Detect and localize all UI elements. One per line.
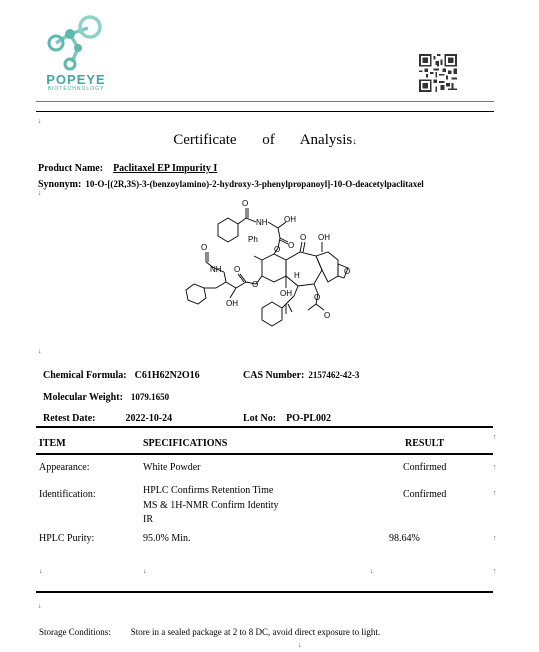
company-subtitle: BIOTECHNOLOGY xyxy=(47,86,105,92)
cell-end-mark: ↓ xyxy=(143,568,147,575)
cell-end-mark: ↑ xyxy=(493,464,497,471)
atom-label: O xyxy=(252,280,259,289)
header-divider xyxy=(36,101,494,102)
cell-end-mark: ↓ xyxy=(370,568,374,575)
table-top-rule xyxy=(36,426,493,428)
paragraph-mark: ↓ xyxy=(38,603,42,610)
chemical-formula-row xyxy=(43,365,200,383)
paragraph-mark: ↓ xyxy=(38,348,42,355)
atom-label: O xyxy=(274,245,281,254)
atom-label: O xyxy=(242,199,249,208)
atom-label: H xyxy=(294,271,300,280)
table-cell-result: Confirmed xyxy=(403,489,447,500)
lot-number-label: Lot No: xyxy=(243,413,277,424)
atom-label: OH xyxy=(280,289,292,298)
atom-label: NH xyxy=(256,218,268,227)
cell-end-mark: ↑ xyxy=(493,568,497,575)
table-cell-item: HPLC Purity: xyxy=(39,533,95,544)
atom-label: Ph xyxy=(248,235,258,244)
product-name-value: Paclitaxel EP Impurity I xyxy=(113,163,218,174)
retest-date-row xyxy=(43,408,172,426)
header-divider-bottom xyxy=(36,111,494,112)
table-cell-result: 98.64% xyxy=(389,533,420,544)
document-title: Certificate of Analysis↓ xyxy=(173,132,357,148)
table-cell-spec: White Powder xyxy=(143,462,201,473)
retest-date-value: 2022-10-24 xyxy=(125,413,173,424)
atom-label: OH xyxy=(284,215,296,224)
atom-label: O xyxy=(300,233,307,242)
storage-value: Store in a sealed package at 2 to 8 DC, avoid direct exposure to light. xyxy=(130,627,381,637)
atom-label: O xyxy=(344,267,351,276)
molecular-weight-row xyxy=(43,387,169,405)
atom-label: O xyxy=(288,241,295,250)
column-header-result: RESULT xyxy=(405,438,445,449)
storage-row xyxy=(39,622,380,640)
column-header-item: ITEM xyxy=(39,438,66,449)
chemical-formula-label: Chemical Formula: xyxy=(43,370,127,381)
company-name: POPEYE xyxy=(46,72,106,87)
atom-label: O xyxy=(324,311,331,320)
cell-end-mark: ↑ xyxy=(493,490,497,497)
table-cell-item: Appearance: xyxy=(39,462,90,473)
product-name-label: Product Name: xyxy=(38,163,104,174)
lot-number-value: PO-PL002 xyxy=(286,413,332,424)
qr-code-icon xyxy=(419,54,457,92)
storage-label: Storage Conditions: xyxy=(39,627,111,637)
table-header-rule xyxy=(36,453,493,455)
table-bottom-rule xyxy=(36,591,493,593)
atom-label: O xyxy=(234,265,241,274)
lot-number-row xyxy=(243,408,331,426)
column-header-specifications: SPECIFICATIONS xyxy=(143,438,228,449)
synonym-label: Synonym: xyxy=(38,179,82,190)
cell-end-mark: ↑ xyxy=(493,535,497,542)
synonym-row xyxy=(38,174,424,192)
atom-label: O xyxy=(201,243,208,252)
cas-number-label: CAS Number: xyxy=(243,370,305,381)
retest-date-label: Retest Date: xyxy=(43,413,96,424)
chemical-structure xyxy=(182,194,360,342)
table-cell-result: Confirmed xyxy=(403,462,447,473)
table-cell-spec: 95.0% Min. xyxy=(143,533,191,544)
paragraph-mark: ↓ xyxy=(38,190,42,197)
molecular-weight-value: 1079.1650 xyxy=(130,392,170,402)
cell-end-mark: ↑ xyxy=(493,434,497,441)
table-cell-item: Identification: xyxy=(39,489,96,500)
atom-label: OH xyxy=(226,299,238,308)
table-cell-spec: MS & 1H-NMR Confirm Identity xyxy=(143,500,279,511)
table-cell-spec: IR xyxy=(143,514,153,525)
table-cell-spec: HPLC Confirms Retention Time xyxy=(143,485,274,496)
chemical-formula-value: C61H62N2O16 xyxy=(134,370,200,381)
atom-label: O xyxy=(314,293,321,302)
cas-number-value: 2157462-42-3 xyxy=(308,370,360,380)
molecular-weight-label: Molecular Weight: xyxy=(43,392,123,403)
cell-end-mark: ↓ xyxy=(39,568,43,575)
synonym-value: 10-O-[(2R,3S)-3-(benzoylamino)-2-hydroxy-3-phenylpropanoyl]-10-O-deacetylpaclitaxel xyxy=(85,179,424,189)
atom-label: OH xyxy=(318,233,330,242)
paragraph-mark: ↓ xyxy=(38,118,42,125)
atom-label: NH xyxy=(210,265,222,274)
paragraph-mark: ↓ xyxy=(298,642,302,649)
cas-number-row xyxy=(243,365,359,383)
